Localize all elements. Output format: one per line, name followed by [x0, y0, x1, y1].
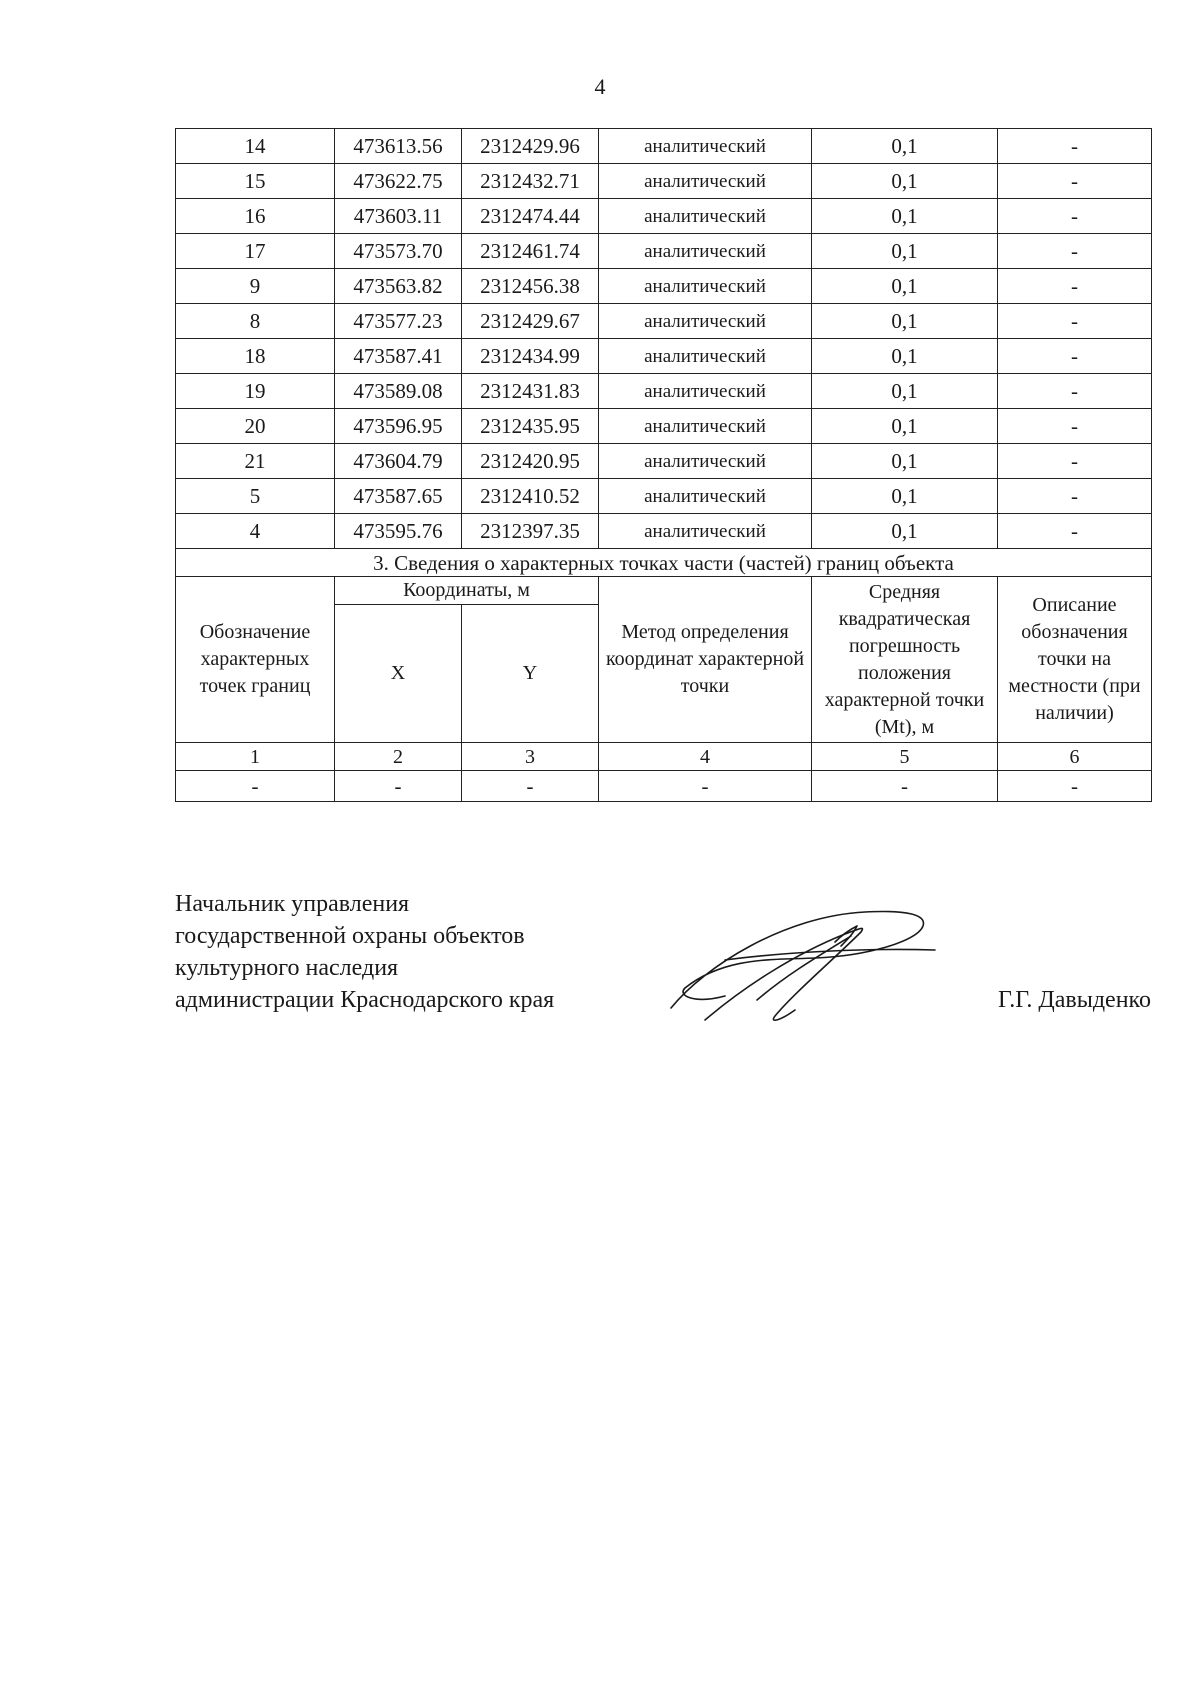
table-row: [176, 304, 1152, 339]
y-coordinate-cell: 2312410.52: [462, 479, 599, 514]
method-cell: аналитический: [599, 129, 812, 164]
x-coordinate-cell: 473577.23: [335, 304, 462, 339]
coordinates-table: [175, 128, 1152, 802]
error-cell: 0,1: [812, 339, 998, 374]
x-coordinate-cell: 473587.65: [335, 479, 462, 514]
header-description: Описание обозначения точки на местности (при наличии): [998, 577, 1152, 743]
y-coordinate-cell: 2312431.83: [462, 374, 599, 409]
x-coordinate-cell: 473613.56: [335, 129, 462, 164]
point-number-cell: 15: [176, 164, 335, 199]
method-cell: аналитический: [599, 164, 812, 199]
table-row: [176, 269, 1152, 304]
header-x: X: [335, 605, 462, 743]
x-coordinate-cell: 473589.08: [335, 374, 462, 409]
point-number-cell: 4: [176, 514, 335, 549]
error-cell: 0,1: [812, 234, 998, 269]
signatory-title-line: Начальник управления: [175, 891, 410, 917]
x-coordinate-cell: 473563.82: [335, 269, 462, 304]
y-coordinate-cell: 2312456.38: [462, 269, 599, 304]
method-cell: аналитический: [599, 339, 812, 374]
point-number-cell: 18: [176, 339, 335, 374]
signatory-title-line: государственной охраны объектов: [175, 923, 525, 949]
signatory-title-line: администрации Краснодарского края: [175, 987, 555, 1013]
description-cell: -: [998, 374, 1152, 409]
method-cell: аналитический: [599, 409, 812, 444]
header-coordinates: Координаты, м: [335, 577, 599, 605]
error-cell: 0,1: [812, 269, 998, 304]
header-method: Метод определения координат характерной точки: [599, 577, 812, 743]
x-coordinate-cell: 473622.75: [335, 164, 462, 199]
handwritten-signature: [665, 896, 945, 1026]
header-error: Средняя квадратическая погрешность положения характерной точки (Mt), м: [812, 577, 998, 743]
method-cell: аналитический: [599, 374, 812, 409]
section-3-cell: -: [599, 771, 812, 802]
description-cell: -: [998, 304, 1152, 339]
description-cell: -: [998, 409, 1152, 444]
error-cell: 0,1: [812, 514, 998, 549]
header-y: Y: [462, 605, 599, 743]
point-number-cell: 20: [176, 409, 335, 444]
y-coordinate-cell: 2312434.99: [462, 339, 599, 374]
error-cell: 0,1: [812, 444, 998, 479]
y-coordinate-cell: 2312474.44: [462, 199, 599, 234]
method-cell: аналитический: [599, 444, 812, 479]
error-cell: 0,1: [812, 164, 998, 199]
method-cell: аналитический: [599, 304, 812, 339]
signatory-name: Г.Г. Давыденко: [998, 987, 1151, 1013]
page-number: 4: [594, 74, 606, 99]
point-number-cell: 14: [176, 129, 335, 164]
table-row: [176, 164, 1152, 199]
point-number-cell: 21: [176, 444, 335, 479]
section-3-cell: -: [812, 771, 998, 802]
method-cell: аналитический: [599, 234, 812, 269]
error-cell: 0,1: [812, 304, 998, 339]
table-row: [176, 129, 1152, 164]
y-coordinate-cell: 2312429.67: [462, 304, 599, 339]
point-number-cell: 5: [176, 479, 335, 514]
x-coordinate-cell: 473587.41: [335, 339, 462, 374]
method-cell: аналитический: [599, 269, 812, 304]
signatory-title: [175, 888, 695, 1016]
error-cell: 0,1: [812, 479, 998, 514]
y-coordinate-cell: 2312435.95: [462, 409, 599, 444]
y-coordinate-cell: 2312429.96: [462, 129, 599, 164]
description-cell: -: [998, 479, 1152, 514]
error-cell: 0,1: [812, 374, 998, 409]
description-cell: -: [998, 234, 1152, 269]
table-row: [176, 374, 1152, 409]
table-row: [176, 199, 1152, 234]
description-cell: -: [998, 514, 1152, 549]
method-cell: аналитический: [599, 479, 812, 514]
section-3-cell: -: [998, 771, 1152, 802]
section-3-cell: -: [462, 771, 599, 802]
description-cell: -: [998, 164, 1152, 199]
x-coordinate-cell: 473603.11: [335, 199, 462, 234]
method-cell: аналитический: [599, 514, 812, 549]
table-row: [176, 339, 1152, 374]
column-number: 6: [998, 743, 1152, 771]
x-coordinate-cell: 473604.79: [335, 444, 462, 479]
table-row: [176, 479, 1152, 514]
column-number: 3: [462, 743, 599, 771]
column-number: 1: [176, 743, 335, 771]
column-number: 2: [335, 743, 462, 771]
signatory-title-line: культурного наследия: [175, 955, 399, 981]
y-coordinate-cell: 2312397.35: [462, 514, 599, 549]
x-coordinate-cell: 473596.95: [335, 409, 462, 444]
description-cell: -: [998, 444, 1152, 479]
point-number-cell: 19: [176, 374, 335, 409]
table-row: [176, 409, 1152, 444]
column-number: 4: [599, 743, 812, 771]
description-cell: -: [998, 339, 1152, 374]
error-cell: 0,1: [812, 409, 998, 444]
header-points: Обозначение характерных точек границ: [176, 577, 335, 743]
point-number-cell: 17: [176, 234, 335, 269]
table-row: [176, 234, 1152, 269]
point-number-cell: 16: [176, 199, 335, 234]
signature-block: [175, 888, 1151, 1048]
point-number-cell: 8: [176, 304, 335, 339]
description-cell: -: [998, 129, 1152, 164]
section-3-cell: -: [335, 771, 462, 802]
table-row: [176, 514, 1152, 549]
method-cell: аналитический: [599, 199, 812, 234]
y-coordinate-cell: 2312461.74: [462, 234, 599, 269]
y-coordinate-cell: 2312420.95: [462, 444, 599, 479]
x-coordinate-cell: 473573.70: [335, 234, 462, 269]
description-cell: -: [998, 269, 1152, 304]
column-number: 5: [812, 743, 998, 771]
section-3-cell: -: [176, 771, 335, 802]
section-3-title: 3. Сведения о характерных точках части (частей) границ объекта: [176, 549, 1152, 577]
description-cell: -: [998, 199, 1152, 234]
error-cell: 0,1: [812, 199, 998, 234]
point-number-cell: 9: [176, 269, 335, 304]
table-row: [176, 444, 1152, 479]
x-coordinate-cell: 473595.76: [335, 514, 462, 549]
y-coordinate-cell: 2312432.71: [462, 164, 599, 199]
error-cell: 0,1: [812, 129, 998, 164]
